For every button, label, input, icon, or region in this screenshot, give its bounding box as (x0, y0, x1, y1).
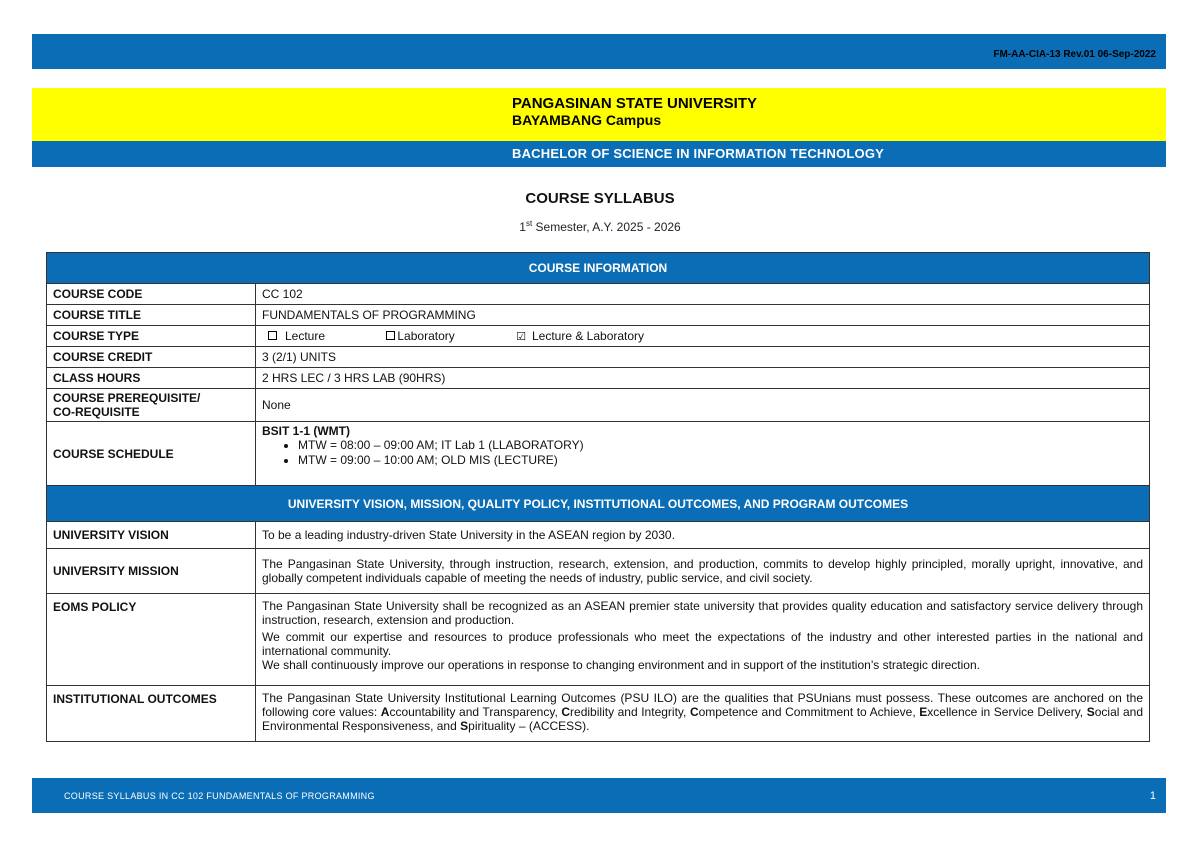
type-option-laboratory: Laboratory (386, 329, 454, 343)
course-type-value (256, 326, 1150, 347)
course-title-value: FUNDAMENTALS OF PROGRAMMING (256, 305, 1150, 326)
course-code-label: COURSE CODE (47, 284, 256, 305)
course-credit-value: 3 (2/1) UNITS (256, 347, 1150, 368)
vision-label: UNIVERSITY VISION (47, 522, 256, 549)
degree-name: BACHELOR OF SCIENCE IN INFORMATION TECHNOLOGY (512, 146, 885, 161)
schedule-label: COURSE SCHEDULE (47, 422, 256, 486)
mission-text: The Pangasinan State University, through instruction, research, extension, and production, commits to develop highly principled, morally upright, innovative, and globally competent individuals capable of meeting the needs of industry, public service, and civil society. (256, 549, 1150, 594)
institutional-outcomes-row (47, 686, 1150, 742)
laboratory-checkbox-icon (386, 331, 395, 340)
semester-line: 1st Semester, A.Y. 2025 - 2026 (519, 219, 681, 234)
class-hours-label: CLASS HOURS (47, 368, 256, 389)
vision-text: To be a leading industry-driven State University in the ASEAN region by 2030. (256, 522, 1150, 549)
course-code-value: CC 102 (256, 284, 1150, 305)
university-name: PANGASINAN STATE UNIVERSITY (512, 95, 758, 112)
eoms-row (47, 594, 1150, 686)
eoms-text (256, 594, 1150, 686)
mission-row (47, 549, 1150, 594)
course-info-title: COURSE INFORMATION (47, 253, 1150, 284)
vmgo-title: UNIVERSITY VISION, MISSION, QUALITY POLICY, INSTITUTIONAL OUTCOMES, AND PROGRAM OUTCOMES (47, 486, 1150, 522)
course-title-row (47, 305, 1150, 326)
eoms-paragraph-1: The Pangasinan State University shall be recognized as an ASEAN premier state university that provides quality education and satisfactory service delivery through instruction, research, extension and production. (262, 599, 1143, 627)
course-code-row (47, 284, 1150, 305)
course-credit-row (47, 347, 1150, 368)
schedule-item: • MTW = 09:00 – 10:00 AM; OLD MIS (LECTURE) (298, 453, 1143, 468)
mission-label: UNIVERSITY MISSION (47, 549, 256, 594)
course-credit-label: COURSE CREDIT (47, 347, 256, 368)
course-title-label: COURSE TITLE (47, 305, 256, 326)
lecture-checkbox-icon (268, 331, 277, 340)
course-type-label: COURSE TYPE (47, 326, 256, 347)
schedule-value (256, 422, 1150, 486)
vmgo-header (47, 486, 1150, 522)
course-info-header (47, 253, 1150, 284)
eoms-paragraph-2: We commit our expertise and resources to produce professionals who meet the expectations of the industry and other interested parties in the national and international community. (262, 630, 1143, 658)
institutional-outcomes-label: INSTITUTIONAL OUTCOMES (47, 686, 256, 742)
university-banner (32, 88, 1166, 141)
prerequisite-label: COURSE PREREQUISITE/ CO-REQUISITE (47, 389, 256, 422)
institutional-outcomes-text: The Pangasinan State University Institutional Learning Outcomes (PSU ILO) are the qualities that PSUnians must possess. These outcomes are anchored on the following core values: Accountability and Transparency, Credibility and Integrity, Competence and Commitment to Achieve, Excellence in Service Delivery, Social and Environmental Responsiveness, and Spirituality – (ACCESS). (256, 686, 1150, 742)
class-hours-value: 2 HRS LEC / 3 HRS LAB (90HRS) (256, 368, 1150, 389)
schedule-item: • MTW = 08:00 – 09:00 AM; IT Lab 1 (LLABORATORY) (298, 438, 1143, 453)
vision-row (47, 522, 1150, 549)
document-title: COURSE SYLLABUS (525, 190, 675, 207)
eoms-label: EOMS POLICY (47, 594, 256, 686)
prerequisite-value: None (256, 389, 1150, 422)
schedule-section: BSIT 1-1 (WMT) (262, 424, 350, 438)
schedule-row (47, 422, 1150, 486)
eoms-paragraph-3: We shall continuously improve our operations in response to changing environment and in support of the institution’s strategic direction. (262, 658, 980, 672)
campus-name: BAYAMBANG Campus (512, 112, 662, 128)
form-code: FM-AA-CIA-13 Rev.01 06-Sep-2022 (993, 49, 1156, 60)
course-info-table (46, 252, 1150, 742)
page-number: 1 (1149, 790, 1156, 802)
footer-text: COURSE SYLLABUS IN CC 102 FUNDAMENTALS OF PROGRAMMING (64, 791, 375, 801)
type-option-lecture: Lecture (268, 329, 325, 343)
degree-bar (32, 141, 1166, 167)
type-option-lecture-lab: ☑ Lecture & Laboratory (516, 328, 645, 343)
course-type-row (47, 326, 1150, 347)
prerequisite-row (47, 389, 1150, 422)
header-bar (32, 34, 1166, 69)
checked-checkbox-icon: ☑ (516, 330, 526, 343)
class-hours-row (47, 368, 1150, 389)
schedule-list (262, 438, 1143, 468)
footer-bar (32, 778, 1166, 813)
